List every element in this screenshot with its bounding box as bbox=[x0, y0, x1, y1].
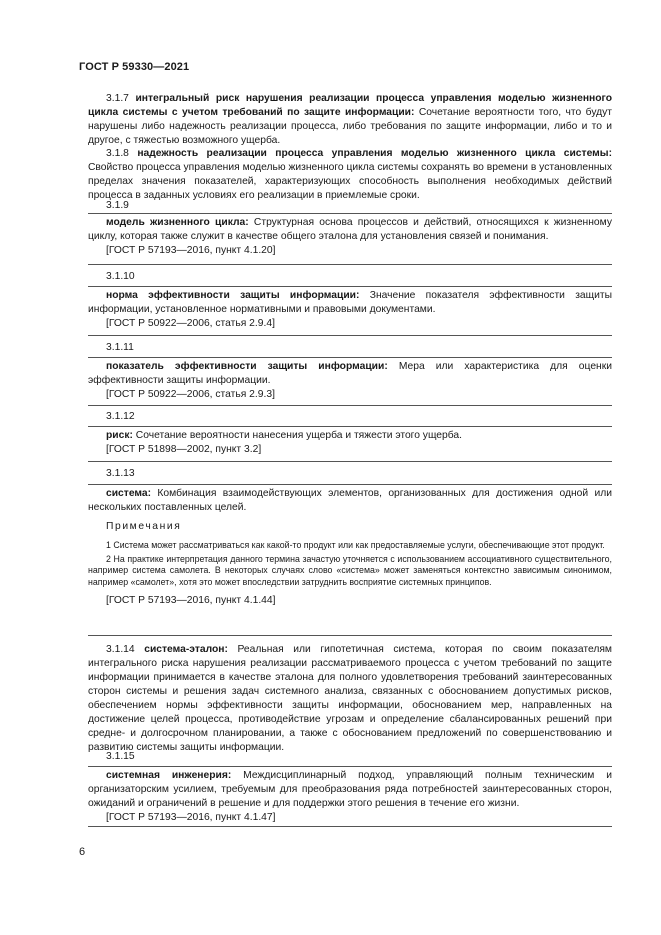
term: интегральный риск нарушения реализации процесса управления моделью жизненного цикла системы с учетом требований по защите информации: bbox=[88, 93, 612, 118]
clause-box-3-1-15 bbox=[88, 766, 612, 827]
clause-box-3-1-13 bbox=[88, 484, 612, 636]
page-number: 6 bbox=[79, 846, 86, 858]
clause-3-1-7 bbox=[88, 92, 612, 148]
term: модель жизненного цикла: bbox=[106, 217, 249, 228]
term: показатель эффективности защиты информации: bbox=[106, 361, 388, 372]
definition: Значение показателя эффективности защиты информации, установленное нормативными и правовыми документами. bbox=[88, 290, 613, 315]
clause-number: 3.1.7 bbox=[106, 93, 129, 104]
definition: Комбинация взаимодействующих элементов, организованных для достижения одной или нескольких поставленных целей. bbox=[88, 488, 612, 513]
reference: [ГОСТ Р 50922—2006, статья 2.9.4] bbox=[106, 318, 275, 329]
term: системная инженерия: bbox=[106, 770, 232, 781]
reference: [ГОСТ Р 57193—2016, пункт 4.1.44] bbox=[106, 595, 276, 606]
clause-number-3-1-13: 3.1.13 bbox=[106, 468, 135, 479]
clause-number-3-1-12: 3.1.12 bbox=[106, 411, 135, 422]
notes-title: Примечания bbox=[106, 521, 182, 532]
clause-box-3-1-10 bbox=[88, 286, 612, 336]
reference: [ГОСТ Р 50922—2006, статья 2.9.3] bbox=[106, 389, 275, 400]
definition: Междисциплинарный подход, управляющий полным техническим и организаторским усилием, требуемым для преобразования ряда потребностей заинтересованных сторон, ожиданий и ограничений в решение и для поддержки этого решения в течение его жизни. bbox=[88, 770, 612, 809]
clause-number: 3.1.14 bbox=[106, 644, 135, 655]
term: риск: bbox=[106, 430, 133, 441]
term: надежность реализации процесса управления моделью жизненного цикла системы: bbox=[137, 148, 612, 159]
definition: Структурная основа процессов и действий, относящихся к жизненному циклу, которая также служит в качестве общего эталона для установления связей и понимания. bbox=[88, 217, 612, 242]
document-header: ГОСТ Р 59330—2021 bbox=[79, 61, 190, 73]
clause-3-1-8 bbox=[88, 147, 612, 203]
clause-number-3-1-11: 3.1.11 bbox=[106, 342, 134, 353]
reference: [ГОСТ Р 51898—2002, пункт 3.2] bbox=[106, 444, 262, 455]
reference: [ГОСТ Р 57193—2016, пункт 4.1.20] bbox=[106, 245, 276, 256]
clause-3-1-14 bbox=[88, 643, 612, 755]
clause-number-3-1-9: 3.1.9 bbox=[106, 200, 129, 211]
clause-number-3-1-10: 3.1.10 bbox=[106, 271, 135, 282]
term: система: bbox=[106, 488, 152, 499]
note-1: 1 Система может рассматриваться как какой-то продукт или как предоставляемые услуги, обеспечивающие этот продукт. bbox=[106, 540, 605, 550]
definition: Свойство процесса управления моделью жизненного цикла системы сохранять во времени в установленных пределах значения показателей, характеризующих способность выполнения необходимых действий процесса в заданных условиях его реализации в приемлемые сроки. bbox=[88, 162, 612, 201]
term: система-эталон: bbox=[144, 644, 228, 655]
term: норма эффективности защиты информации: bbox=[106, 290, 360, 301]
definition: Реальная или гипотетичная система, которая по своим показателям интегрального риска нарушения реализации рассматриваемого процесса с учетом требований по защите информации принимается в качестве эталона для полного удовлетворения требований заинтересованных сторон системы и решения задач системного анализа, связанных с обоснованием допустимых рисков, обеспечением нормы эффективности защиты информации, обоснованием мер, направленных на достижение целей процесса, противодействие угрозам и определение сбалансированных решений при средне- и долгосрочном планировании, а также с обоснованием предложений по совершенствованию и развитию системы защиты информации. bbox=[88, 644, 612, 753]
clause-box-3-1-9 bbox=[88, 213, 612, 265]
definition: Сочетание вероятности нанесения ущерба и тяжести этого ущерба. bbox=[132, 430, 463, 441]
definition: Сочетание вероятности того, что будут нарушены либо надежность реализации процесса, либо требования по защите информации, либо и то и другое, с тяжестью возможного ущерба. bbox=[88, 107, 612, 146]
clause-number-3-1-15: 3.1.15 bbox=[106, 751, 135, 762]
note-2: 2 На практике интерпретация данного термина зачастую уточняется с использованием ассоциативного существительного, например система самолета. В некоторых случаях слово «система» может заменяться контекстно зависимым синонимом, например «самолет», хотя это может впоследствии затруднить восприятие системных принципов. bbox=[88, 553, 612, 587]
reference: [ГОСТ Р 57193—2016, пункт 4.1.47] bbox=[106, 812, 276, 823]
definition: Мера или характеристика для оценки эффективности защиты информации. bbox=[88, 361, 612, 386]
clause-box-3-1-12 bbox=[88, 426, 612, 462]
clause-box-3-1-11 bbox=[88, 357, 612, 406]
clause-number: 3.1.8 bbox=[106, 148, 129, 159]
